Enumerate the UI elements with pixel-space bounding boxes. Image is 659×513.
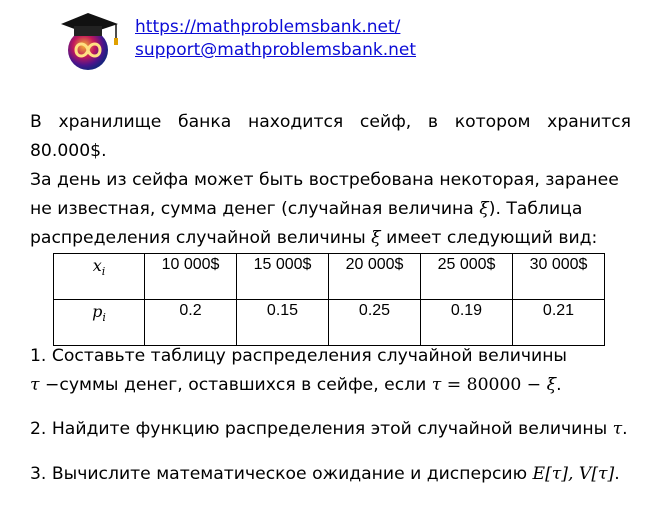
table-row-x: [54, 254, 605, 300]
xi-symbol: ξ: [371, 228, 381, 248]
table-cell: 0.25: [329, 300, 421, 346]
row-header-p: $p_i$: [54, 300, 145, 346]
problem-statement: [30, 108, 631, 253]
question-2: 2. Найдите функцию распределения этой случайной величины τ.: [30, 419, 628, 439]
table-cell: 15 000$: [237, 254, 329, 300]
support-email-link[interactable]: support@mathproblemsbank.net: [135, 40, 417, 60]
table-cell: 30 000$: [513, 254, 605, 300]
table-cell: 0.19: [421, 300, 513, 346]
table-cell: 20 000$: [329, 254, 421, 300]
table-row-p: [54, 300, 605, 346]
table-cell: 0.21: [513, 300, 605, 346]
table-cell: 25 000$: [421, 254, 513, 300]
row-header-x: $x_i$: [54, 254, 145, 300]
question-3: 3. Вычислите математическое ожидание и дисперсию E[τ], V[τ].: [30, 464, 620, 484]
problem-line-4: распределения случайной величины ξ имеет следующий вид:: [30, 228, 598, 248]
table-cell: 0.2: [145, 300, 237, 346]
problem-line-2: За день из сейфа может быть востребована некоторая, заранее: [30, 170, 619, 190]
xi-symbol: ξ: [479, 199, 489, 219]
problem-line-3: не известная, сумма денег (случайная величина ξ). Таблица: [30, 199, 583, 219]
distribution-table: [53, 253, 605, 346]
table-cell: 10 000$: [145, 254, 237, 300]
table-cell: 0.15: [237, 300, 329, 346]
expectation-variance-expr: E[τ], V[τ]: [532, 464, 615, 484]
mathproblemsbank-logo-icon: [58, 10, 124, 72]
question-1: 1. Составьте таблицу распределения случайной величины τ −суммы денег, оставшихся в сейфе, если τ = 80000 − ξ.: [30, 346, 568, 395]
problem-line-1: В хранилище банка находится сейф, в котором хранится 80.000$.: [30, 112, 631, 161]
site-url-link[interactable]: https://mathproblemsbank.net/: [135, 17, 401, 37]
header-links: [135, 16, 416, 62]
